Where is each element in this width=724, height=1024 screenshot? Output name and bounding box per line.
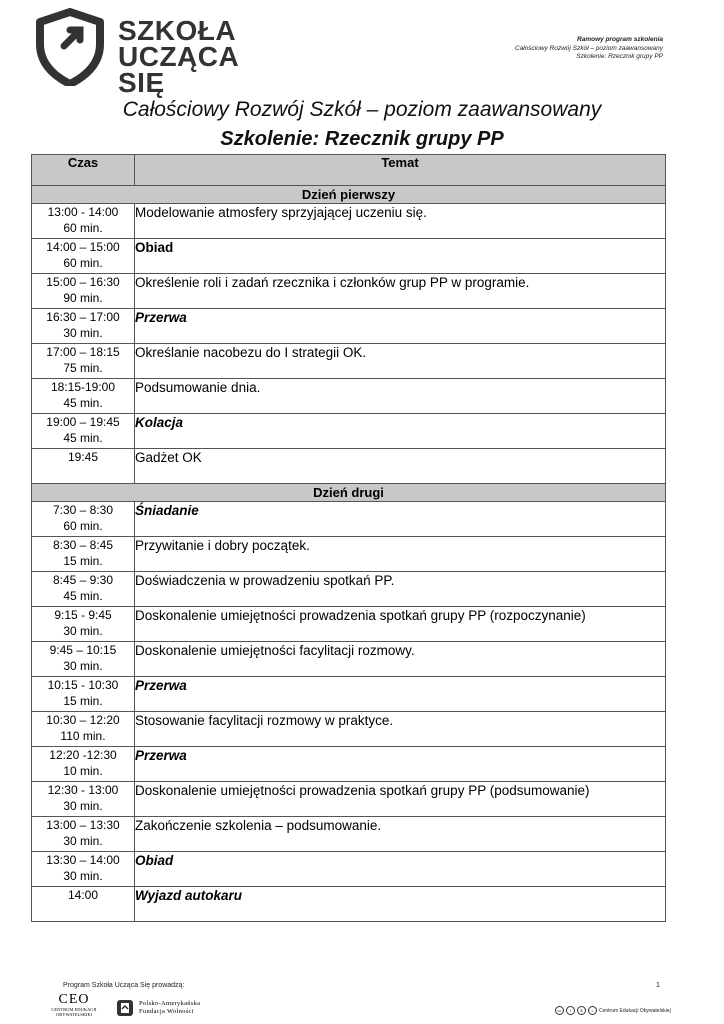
time-range: 16:30 – 17:00 <box>46 310 120 324</box>
topic-cell: Stosowanie facylitacji rozmowy w praktyce. <box>135 712 666 747</box>
duration: 45 min. <box>63 431 103 445</box>
duration: 15 min. <box>63 694 103 708</box>
topic-cell: Gadżet OK <box>135 449 666 484</box>
pafw-emblem-icon <box>115 998 135 1018</box>
time-cell <box>32 204 135 239</box>
topic-cell: Określenie roli i zadań rzecznika i członków grup PP w programie. <box>135 274 666 309</box>
header-meta-line1: Ramowy program szkolenia <box>577 36 663 43</box>
table-row <box>32 607 666 642</box>
time-range: 9:15 - 9:45 <box>54 608 112 622</box>
topic-cell: Zakończenie szkolenia – podsumowanie. <box>135 817 666 852</box>
topic-cell: Przerwa <box>135 677 666 712</box>
topic-cell: Doświadczenia w prowadzeniu spotkań PP. <box>135 572 666 607</box>
topic-cell: Obiad <box>135 239 666 274</box>
day-header-row <box>32 484 666 502</box>
table-row <box>32 747 666 782</box>
time-cell <box>32 309 135 344</box>
duration: 30 min. <box>63 326 103 340</box>
logo-line2: UCZĄCA SIĘ <box>118 41 239 98</box>
topic-cell: Kolacja <box>135 414 666 449</box>
time-range: 8:30 – 8:45 <box>52 538 114 552</box>
table-header-row <box>32 155 666 186</box>
topic-cell: Podsumowanie dnia. <box>135 379 666 414</box>
duration: 90 min. <box>63 291 103 305</box>
time-cell <box>32 379 135 414</box>
cc-nc-icon: $ <box>577 1006 586 1015</box>
table-row <box>32 309 666 344</box>
time-cell <box>32 344 135 379</box>
day-label: Dzień pierwszy <box>32 186 666 204</box>
time-range: 9:45 – 10:15 <box>49 643 117 657</box>
logo-line1: SZKOŁA <box>118 15 237 46</box>
header-meta <box>515 36 663 62</box>
time-cell <box>32 747 135 782</box>
table-row <box>32 712 666 747</box>
time-cell <box>32 449 135 484</box>
time-range: 14:00 – 15:00 <box>46 240 120 254</box>
topic-cell: Przerwa <box>135 747 666 782</box>
cc-text: Centrum Edukacji Obywatelskiej <box>599 1007 671 1014</box>
shield-arrow-icon <box>34 8 106 86</box>
pafw-line1: Polsko-Amerykańska <box>139 1000 201 1007</box>
time-range: 13:00 – 13:30 <box>46 818 120 832</box>
time-range: 17:00 – 18:15 <box>46 345 120 359</box>
header-meta-line3: Szkolenie: Rzecznik grupy PP <box>576 53 663 60</box>
column-header-topic: Temat <box>135 155 666 186</box>
time-cell <box>32 887 135 922</box>
time-range: 7:30 – 8:30 <box>52 503 114 517</box>
time-cell <box>32 782 135 817</box>
time-cell <box>32 607 135 642</box>
table-row <box>32 239 666 274</box>
duration: 30 min. <box>63 799 103 813</box>
time-cell <box>32 572 135 607</box>
time-range: 8:45 – 9:30 <box>52 573 114 587</box>
time-range: 10:30 – 12:20 <box>46 713 120 727</box>
time-cell <box>32 852 135 887</box>
time-cell <box>32 537 135 572</box>
time-cell <box>32 239 135 274</box>
table-row <box>32 204 666 239</box>
topic-cell: Doskonalenie umiejętności prowadzenia spotkań grupy PP (podsumowanie) <box>135 782 666 817</box>
time-range: 19:00 – 19:45 <box>46 415 120 429</box>
duration: 15 min. <box>63 554 103 568</box>
duration: 110 min. <box>60 729 106 743</box>
duration: 60 min. <box>63 256 103 270</box>
table-row <box>32 449 666 484</box>
table-row <box>32 677 666 712</box>
time-cell <box>32 642 135 677</box>
topic-cell: Obiad <box>135 852 666 887</box>
document-title: Całościowy Rozwój Szkół – poziom zaawansowany <box>122 98 602 121</box>
table-row <box>32 414 666 449</box>
duration: 60 min. <box>63 221 103 235</box>
cc-nd-icon: = <box>588 1006 597 1015</box>
column-header-time: Czas <box>32 155 135 186</box>
topic-cell: Modelowanie atmosfery sprzyjającej uczeniu się. <box>135 204 666 239</box>
page-number: 1 <box>656 982 660 989</box>
cc-by-icon: i <box>566 1006 575 1015</box>
time-range: 19:45 <box>67 450 99 464</box>
pafw-line2: Fundacja Wolności <box>139 1008 194 1015</box>
topic-cell: Wyjazd autokaru <box>135 887 666 922</box>
table-row <box>32 572 666 607</box>
duration: 75 min. <box>63 361 103 375</box>
table-row <box>32 274 666 309</box>
table-row <box>32 344 666 379</box>
duration: 60 min. <box>63 519 103 533</box>
topic-cell: Określanie nacobezu do I strategii OK. <box>135 344 666 379</box>
pafw-text <box>139 1000 200 1016</box>
ceo-logo <box>48 993 100 1017</box>
table-row <box>32 817 666 852</box>
ceo-sub2: OBYWATELSKIEJ <box>56 1012 92 1017</box>
time-range: 15:00 – 16:30 <box>46 275 120 289</box>
ceo-sub1: CENTRUM EDUKACJI <box>51 1007 97 1012</box>
time-range: 10:15 - 10:30 <box>47 678 119 692</box>
table-row <box>32 642 666 677</box>
table-row <box>32 379 666 414</box>
header-meta-line2: Całościowy Rozwój Szkół – poziom zaawansowany <box>514 44 663 52</box>
table-row <box>32 502 666 537</box>
day-header-row <box>32 186 666 204</box>
time-cell <box>32 274 135 309</box>
logo-text <box>118 15 284 98</box>
table-row <box>32 887 666 922</box>
topic-cell: Doskonalenie umiejętności prowadzenia spotkań grupy PP (rozpoczynanie) <box>135 607 666 642</box>
duration: 10 min. <box>63 764 103 778</box>
creative-commons-badge <box>555 1006 671 1015</box>
time-cell <box>32 712 135 747</box>
time-range: 13:00 - 14:00 <box>47 205 119 219</box>
time-cell <box>32 502 135 537</box>
time-cell <box>32 414 135 449</box>
duration: 30 min. <box>63 659 103 673</box>
ceo-mark: CEO <box>58 992 90 1007</box>
topic-cell: Śniadanie <box>135 502 666 537</box>
time-range: 13:30 – 14:00 <box>46 853 120 867</box>
table-row <box>32 782 666 817</box>
duration: 30 min. <box>63 869 103 883</box>
duration: 45 min. <box>63 589 103 603</box>
time-cell <box>32 817 135 852</box>
schedule-body <box>32 186 666 922</box>
topic-cell: Przywitanie i dobry początek. <box>135 537 666 572</box>
time-range: 12:20 -12:30 <box>49 748 117 762</box>
time-range: 12:30 - 13:00 <box>47 783 119 797</box>
topic-cell: Doskonalenie umiejętności facylitacji rozmowy. <box>135 642 666 677</box>
duration: 30 min. <box>63 624 103 638</box>
pafw-logo <box>115 998 225 1020</box>
time-range: 18:15-19:00 <box>50 380 116 394</box>
cc-icon: cc <box>555 1006 564 1015</box>
footer-label: Program Szkoła Ucząca Się prowadzą: <box>63 982 185 989</box>
table-row <box>32 537 666 572</box>
table-row <box>32 852 666 887</box>
day-label: Dzień drugi <box>32 484 666 502</box>
schedule-table <box>31 154 666 922</box>
duration: 45 min. <box>63 396 103 410</box>
szkola-uczaca-sie-logo <box>34 8 284 98</box>
time-cell <box>32 677 135 712</box>
topic-cell: Przerwa <box>135 309 666 344</box>
duration: 30 min. <box>63 834 103 848</box>
document-subtitle: Szkolenie: Rzecznik grupy PP <box>220 128 504 150</box>
time-range: 14:00 <box>67 888 99 902</box>
